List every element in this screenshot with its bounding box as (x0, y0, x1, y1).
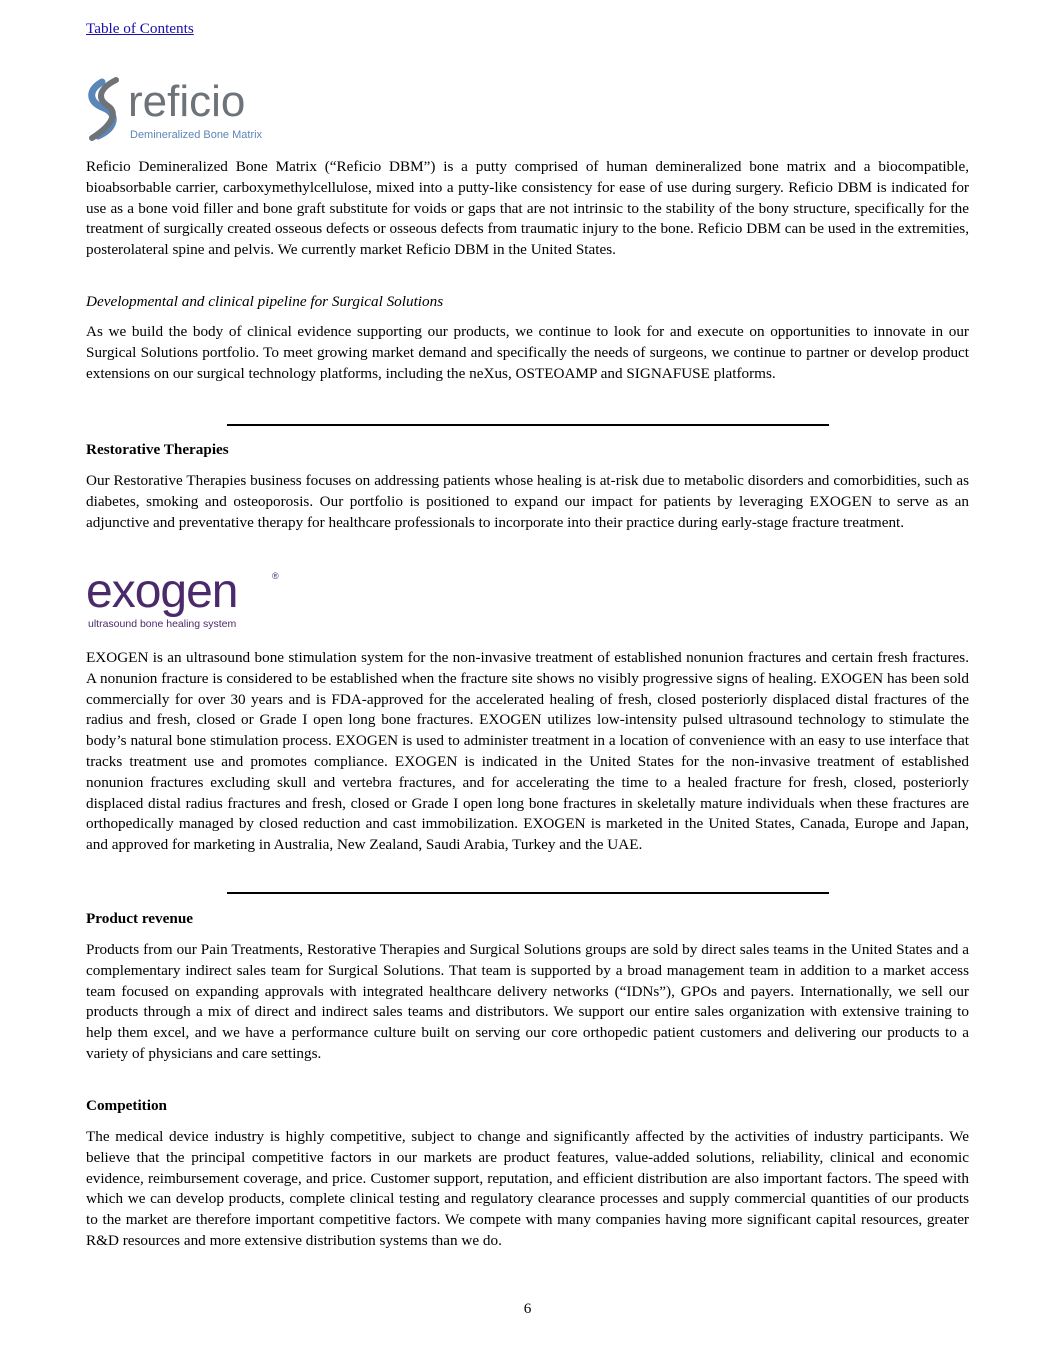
reficio-subtitle: Demineralized Bone Matrix (130, 129, 263, 141)
pipeline-heading-block (86, 292, 969, 313)
restorative-heading: Restorative Therapies (86, 441, 229, 458)
competition-heading: Competition (86, 1097, 167, 1114)
exogen-wordmark-graphic (86, 565, 286, 635)
exogen-paragraph: EXOGEN is an ultrasound bone stimulation system for the non-invasive treatment of established nonunion fractures and certain fresh fractures. A nonunion fracture is considered to be established when the fracture site shows no visibly progressive signs of healing. EXOGEN has been sold commercially for over 30 years and is FDA-approved for the accelerated healing of fresh, closed posteriorly displaced distal fractures of the radius and fresh, closed or Grade I open long bone fractures. EXOGEN utilizes low-intensity pulsed ultrasound technology to stimulate the body’s natural bone stimulation process. EXOGEN is used to administer treatment in a location of convenience with an easy to use interface that tracks treatment use and promotes compliance. EXOGEN is indicated in the United States for the non-invasive treatment of established nonunion fractures excluding skull and vertebra fractures, and for accelerating the time to a healed fracture for fresh, closed, posteriorly displaced distal radius fractures and fresh, closed or Grade I open long bone fractures in skeletally mature individuals when these fractures are orthopedically managed by closed reduction and cast immobilization. EXOGEN is marketed in the United States, Canada, Europe and Japan, and approved for marketing in Australia, New Zealand, Saudi Arabia, Turkey and the UAE. (86, 649, 969, 854)
reficio-description (86, 157, 969, 261)
reficio-logo (86, 76, 286, 144)
product-revenue-heading-block (86, 909, 969, 930)
product-revenue-heading: Product revenue (86, 910, 194, 927)
product-revenue-section (86, 940, 969, 1065)
pipeline-section (86, 322, 969, 384)
reficio-wordmark: reficio (128, 77, 246, 126)
table-of-contents-link[interactable]: Table of Contents (86, 20, 194, 37)
pipeline-heading: Developmental and clinical pipeline for Surgical Solutions (86, 293, 444, 310)
exogen-subtitle: ultrasound bone healing system (88, 618, 237, 630)
section-divider (227, 424, 829, 426)
reficio-helix-icon (86, 76, 286, 144)
registered-mark: ® (272, 571, 279, 581)
competition-heading-block (86, 1096, 969, 1117)
competition-section (86, 1127, 969, 1252)
exogen-wordmark: exogen (86, 565, 238, 618)
pipeline-paragraph: As we build the body of clinical evidence supporting our products, we continue to look for and execute on opportunities to innovate in our Surgical Solutions portfolio. To meet growing market demand and specifically the needs of surgeons, we continue to partner or develop product extensions on our surgical technology platforms, including the neXus, OSTEOAMP and SIGNAFUSE platforms. (86, 323, 969, 382)
restorative-section (86, 471, 969, 533)
restorative-heading-block (86, 440, 969, 461)
exogen-logo (86, 565, 286, 635)
product-revenue-paragraph: Products from our Pain Treatments, Restorative Therapies and Surgical Solutions groups are sold by direct sales teams in the United States and a complementary indirect sales team for Surgical Solutions. That team is supported by a broad management team in addition to a market access team focused on expanding approvals with integrated healthcare delivery networks (“IDNs”), GPOs and payers. Internationally, we sell our products through a mix of direct and indirect sales teams and distributors. We support our entire sales organization with extensive training to help them excel, and we have a performance culture built on serving our core orthopedic patient customers and delivering our products to a variety of physicians and care settings. (86, 941, 969, 1062)
restorative-paragraph: Our Restorative Therapies business focuses on addressing patients whose healing is at-risk due to metabolic disorders and comorbidities, such as diabetes, smoking and osteoporosis. Our portfolio is positioned to expand our impact for patients by leveraging EXOGEN to serve as an adjunctive and preventative therapy for healthcare professionals to incorporate into their practice during early-stage fracture treatment. (86, 472, 969, 531)
competition-paragraph: The medical device industry is highly competitive, subject to change and significantly affected by the activities of industry participants. We believe that the principal competitive factors in our markets are product features, value-added solutions, reliability, clinical and economic evidence, reimbursement coverage, and price. Customer support, reputation, and efficient distribution are also important factors. The speed with which we can develop products, complete clinical testing and regulatory clearance processes and supply commercial quantities of our products to the market are therefore important competitive factors. We compete with many companies having more significant capital resources, greater R&D resources and more extensive distribution systems than we do. (86, 1128, 969, 1249)
section-divider (227, 892, 829, 894)
page-number: 6 (523, 1300, 532, 1317)
reficio-paragraph: Reficio Demineralized Bone Matrix (“Reficio DBM”) is a putty comprised of human demineralized bone matrix and a biocompatible, bioabsorbable carrier, carboxymethylcellulose, mixed into a putty-like consistency for ease of use during surgery. Reficio DBM is indicated for use as a bone void filler and bone graft substitute for voids or gaps that are not intrinsic to the stability of the bony structure, specifically for the treatment of surgically created osseous defects or osseous defects from traumatic injury to the bone. Reficio DBM can be used in the extremities, posterolateral spine and pelvis. We currently market Reficio DBM in the United States. (86, 158, 969, 259)
exogen-description (86, 648, 969, 856)
